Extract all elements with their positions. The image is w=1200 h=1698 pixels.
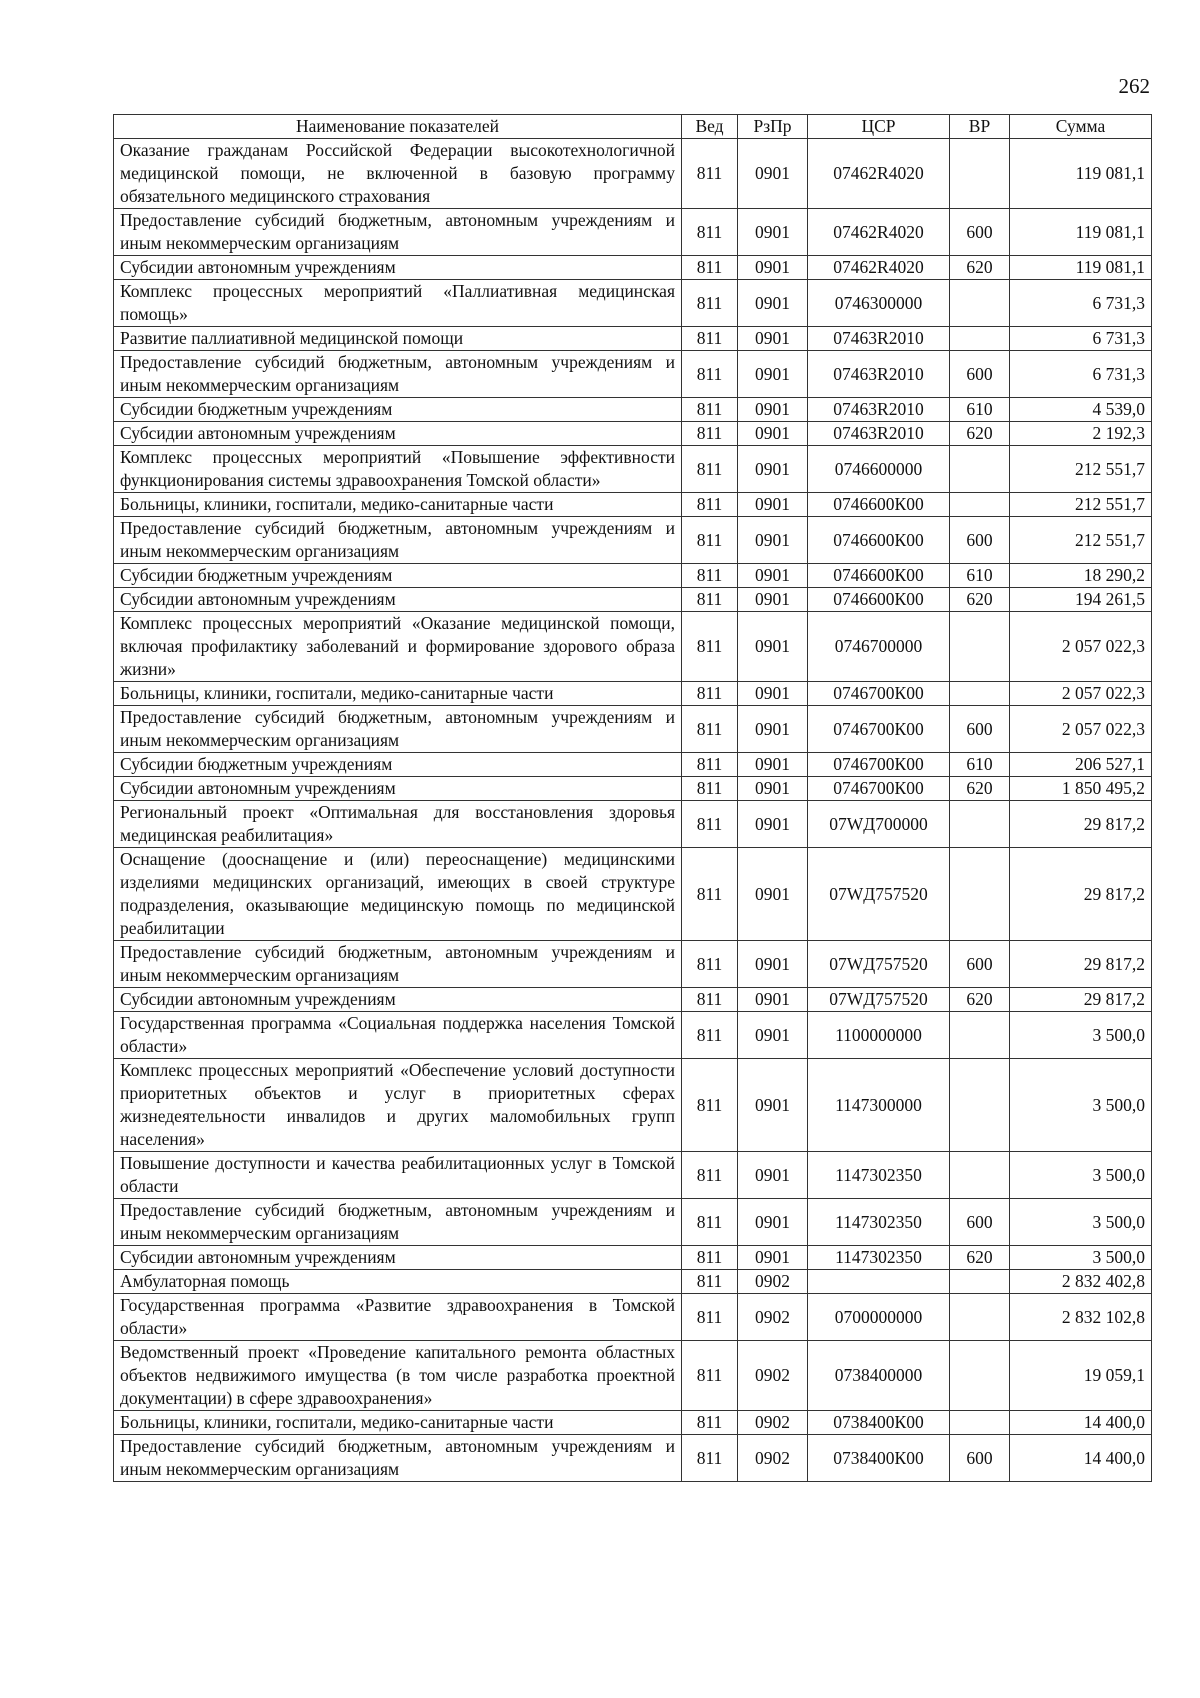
cell-vr [950, 1270, 1010, 1294]
cell-vr: 620 [950, 1246, 1010, 1270]
cell-vr: 600 [950, 941, 1010, 988]
cell-ved: 811 [682, 612, 738, 682]
cell-rzpr: 0902 [738, 1294, 808, 1341]
cell-name: Больницы, клиники, госпитали, медико-санитарные части [114, 1411, 682, 1435]
cell-ved: 811 [682, 1270, 738, 1294]
cell-csr: 0746600000 [808, 446, 950, 493]
cell-sum: 119 081,1 [1010, 209, 1152, 256]
table-row [114, 564, 1152, 588]
cell-csr: 0746700К00 [808, 706, 950, 753]
cell-csr: 0746700К00 [808, 682, 950, 706]
cell-sum: 2 832 402,8 [1010, 1270, 1152, 1294]
table-row [114, 351, 1152, 398]
table-row [114, 706, 1152, 753]
cell-vr [950, 139, 1010, 209]
table-row [114, 1012, 1152, 1059]
cell-name: Предоставление субсидий бюджетным, автономным учреждениям и иным некоммерческим организациям [114, 351, 682, 398]
cell-ved: 811 [682, 753, 738, 777]
cell-name: Субсидии автономным учреждениям [114, 1246, 682, 1270]
table-row [114, 1152, 1152, 1199]
cell-sum: 6 731,3 [1010, 280, 1152, 327]
cell-name: Субсидии автономным учреждениям [114, 777, 682, 801]
cell-name: Больницы, клиники, госпитали, медико-санитарные части [114, 682, 682, 706]
cell-vr: 610 [950, 753, 1010, 777]
cell-rzpr: 0901 [738, 941, 808, 988]
cell-vr [950, 280, 1010, 327]
cell-sum: 212 551,7 [1010, 446, 1152, 493]
cell-csr: 1147302350 [808, 1152, 950, 1199]
cell-name: Региональный проект «Оптимальная для восстановления здоровья медицинская реабилитация» [114, 801, 682, 848]
cell-ved: 811 [682, 1059, 738, 1152]
cell-ved: 811 [682, 327, 738, 351]
table-row [114, 682, 1152, 706]
table-row [114, 398, 1152, 422]
table-row [114, 280, 1152, 327]
cell-name: Больницы, клиники, госпитали, медико-санитарные части [114, 493, 682, 517]
cell-name: Предоставление субсидий бюджетным, автономным учреждениям и иным некоммерческим организациям [114, 706, 682, 753]
cell-vr [950, 446, 1010, 493]
cell-sum: 29 817,2 [1010, 848, 1152, 941]
cell-rzpr: 0901 [738, 706, 808, 753]
cell-csr: 0746600К00 [808, 564, 950, 588]
cell-sum: 2 832 102,8 [1010, 1294, 1152, 1341]
cell-vr [950, 682, 1010, 706]
cell-csr [808, 1270, 950, 1294]
cell-sum: 3 500,0 [1010, 1152, 1152, 1199]
cell-rzpr: 0901 [738, 1246, 808, 1270]
cell-ved: 811 [682, 139, 738, 209]
cell-name: Развитие паллиативной медицинской помощи [114, 327, 682, 351]
cell-rzpr: 0902 [738, 1435, 808, 1482]
cell-vr: 620 [950, 777, 1010, 801]
cell-vr [950, 493, 1010, 517]
cell-ved: 811 [682, 801, 738, 848]
cell-rzpr: 0901 [738, 753, 808, 777]
cell-ved: 811 [682, 493, 738, 517]
budget-table [113, 114, 1152, 1482]
cell-rzpr: 0901 [738, 1152, 808, 1199]
cell-rzpr: 0901 [738, 988, 808, 1012]
cell-ved: 811 [682, 777, 738, 801]
cell-csr: 0746600К00 [808, 588, 950, 612]
cell-rzpr: 0901 [738, 612, 808, 682]
cell-rzpr: 0901 [738, 801, 808, 848]
cell-vr [950, 1294, 1010, 1341]
cell-sum: 3 500,0 [1010, 1059, 1152, 1152]
table-row [114, 1341, 1152, 1411]
cell-sum: 29 817,2 [1010, 941, 1152, 988]
table-row [114, 848, 1152, 941]
cell-rzpr: 0902 [738, 1270, 808, 1294]
cell-csr: 1100000000 [808, 1012, 950, 1059]
cell-csr: 0738400000 [808, 1341, 950, 1411]
cell-csr: 0738400К00 [808, 1435, 950, 1482]
cell-rzpr: 0901 [738, 517, 808, 564]
cell-csr: 0738400К00 [808, 1411, 950, 1435]
cell-rzpr: 0901 [738, 327, 808, 351]
cell-csr: 1147300000 [808, 1059, 950, 1152]
cell-vr: 620 [950, 256, 1010, 280]
cell-rzpr: 0901 [738, 446, 808, 493]
cell-name: Субсидии бюджетным учреждениям [114, 564, 682, 588]
cell-rzpr: 0901 [738, 1199, 808, 1246]
cell-vr [950, 848, 1010, 941]
header-vr: ВР [950, 115, 1010, 139]
cell-ved: 811 [682, 446, 738, 493]
cell-csr: 07WД700000 [808, 801, 950, 848]
cell-rzpr: 0902 [738, 1341, 808, 1411]
cell-ved: 811 [682, 1294, 738, 1341]
cell-name: Предоставление субсидий бюджетным, автономным учреждениям и иным некоммерческим организациям [114, 209, 682, 256]
cell-name: Комплекс процессных мероприятий «Обеспечение условий доступности приоритетных объектов и услуг в приоритетных сферах жизнедеятельности инвалидов и других маломобильных групп населения» [114, 1059, 682, 1152]
cell-name: Ведомственный проект «Проведение капитального ремонта областных объектов недвижимого имущества (в том числе разработка проектной документации) в сфере здравоохранения» [114, 1341, 682, 1411]
cell-vr [950, 1059, 1010, 1152]
cell-vr: 620 [950, 988, 1010, 1012]
page-number: 262 [1118, 74, 1150, 98]
cell-vr: 600 [950, 517, 1010, 564]
cell-name: Комплекс процессных мероприятий «Паллиативная медицинская помощь» [114, 280, 682, 327]
table-row [114, 1270, 1152, 1294]
table-row [114, 256, 1152, 280]
cell-name: Повышение доступности и качества реабилитационных услуг в Томской области [114, 1152, 682, 1199]
cell-sum: 14 400,0 [1010, 1435, 1152, 1482]
cell-vr: 600 [950, 209, 1010, 256]
cell-vr: 600 [950, 1435, 1010, 1482]
cell-ved: 811 [682, 1341, 738, 1411]
cell-name: Предоставление субсидий бюджетным, автономным учреждениям и иным некоммерческим организациям [114, 1435, 682, 1482]
cell-name: Амбулаторная помощь [114, 1270, 682, 1294]
cell-sum: 119 081,1 [1010, 256, 1152, 280]
cell-vr: 610 [950, 398, 1010, 422]
cell-csr: 0746300000 [808, 280, 950, 327]
cell-sum: 2 057 022,3 [1010, 682, 1152, 706]
header-name: Наименование показателей [114, 115, 682, 139]
cell-vr [950, 801, 1010, 848]
cell-sum: 212 551,7 [1010, 493, 1152, 517]
table-row [114, 1435, 1152, 1482]
cell-csr: 07463R2010 [808, 422, 950, 446]
cell-name: Оказание гражданам Российской Федерации высокотехнологичной медицинской помощи, не включенной в базовую программу обязательного медицинского страхования [114, 139, 682, 209]
cell-csr: 07462R4020 [808, 139, 950, 209]
cell-sum: 29 817,2 [1010, 988, 1152, 1012]
cell-ved: 811 [682, 588, 738, 612]
cell-name: Предоставление субсидий бюджетным, автономным учреждениям и иным некоммерческим организациям [114, 517, 682, 564]
table-row [114, 1199, 1152, 1246]
cell-name: Государственная программа «Социальная поддержка населения Томской области» [114, 1012, 682, 1059]
cell-rzpr: 0901 [738, 280, 808, 327]
cell-csr: 07WД757520 [808, 941, 950, 988]
cell-ved: 811 [682, 564, 738, 588]
table-row [114, 327, 1152, 351]
header-row [114, 115, 1152, 139]
cell-ved: 811 [682, 351, 738, 398]
cell-vr [950, 612, 1010, 682]
cell-rzpr: 0901 [738, 588, 808, 612]
cell-sum: 2 057 022,3 [1010, 706, 1152, 753]
cell-ved: 811 [682, 422, 738, 446]
cell-name: Субсидии бюджетным учреждениям [114, 398, 682, 422]
cell-vr [950, 1012, 1010, 1059]
cell-ved: 811 [682, 517, 738, 564]
cell-ved: 811 [682, 1012, 738, 1059]
cell-csr: 07463R2010 [808, 351, 950, 398]
cell-vr: 610 [950, 564, 1010, 588]
header-csr: ЦСР [808, 115, 950, 139]
cell-sum: 206 527,1 [1010, 753, 1152, 777]
cell-sum: 18 290,2 [1010, 564, 1152, 588]
cell-ved: 811 [682, 706, 738, 753]
table-row [114, 1059, 1152, 1152]
cell-ved: 811 [682, 1411, 738, 1435]
cell-csr: 0700000000 [808, 1294, 950, 1341]
cell-sum: 194 261,5 [1010, 588, 1152, 612]
cell-ved: 811 [682, 1152, 738, 1199]
table-header [114, 115, 1152, 139]
cell-vr: 620 [950, 422, 1010, 446]
cell-rzpr: 0901 [738, 682, 808, 706]
cell-name: Субсидии автономным учреждениям [114, 256, 682, 280]
cell-rzpr: 0901 [738, 351, 808, 398]
table-row [114, 988, 1152, 1012]
cell-sum: 4 539,0 [1010, 398, 1152, 422]
cell-csr: 07462R4020 [808, 209, 950, 256]
cell-name: Комплекс процессных мероприятий «Оказание медицинской помощи, включая профилактику заболеваний и формирование здорового образа жизни» [114, 612, 682, 682]
cell-csr: 0746700К00 [808, 777, 950, 801]
cell-vr [950, 1341, 1010, 1411]
cell-name: Оснащение (дооснащение и (или) переоснащение) медицинскими изделиями медицинских организаций, имеющих в своей структуре подразделения, оказывающие медицинскую помощь по медицинской реабилитации [114, 848, 682, 941]
cell-ved: 811 [682, 941, 738, 988]
cell-rzpr: 0901 [738, 564, 808, 588]
cell-vr: 600 [950, 351, 1010, 398]
cell-rzpr: 0901 [738, 422, 808, 446]
cell-csr: 07462R4020 [808, 256, 950, 280]
cell-sum: 19 059,1 [1010, 1341, 1152, 1411]
cell-name: Предоставление субсидий бюджетным, автономным учреждениям и иным некоммерческим организациям [114, 941, 682, 988]
cell-sum: 6 731,3 [1010, 351, 1152, 398]
cell-sum: 2 192,3 [1010, 422, 1152, 446]
cell-rzpr: 0901 [738, 1012, 808, 1059]
cell-sum: 212 551,7 [1010, 517, 1152, 564]
table-row [114, 612, 1152, 682]
cell-csr: 0746700К00 [808, 753, 950, 777]
cell-sum: 3 500,0 [1010, 1246, 1152, 1270]
cell-sum: 119 081,1 [1010, 139, 1152, 209]
cell-sum: 3 500,0 [1010, 1012, 1152, 1059]
cell-sum: 2 057 022,3 [1010, 612, 1152, 682]
cell-ved: 811 [682, 682, 738, 706]
table-row [114, 1411, 1152, 1435]
cell-name: Комплекс процессных мероприятий «Повышение эффективности функционирования системы здравоохранения Томской области» [114, 446, 682, 493]
table-row [114, 801, 1152, 848]
cell-csr: 07463R2010 [808, 398, 950, 422]
cell-vr: 620 [950, 588, 1010, 612]
cell-ved: 811 [682, 398, 738, 422]
cell-csr: 1147302350 [808, 1199, 950, 1246]
cell-rzpr: 0902 [738, 1411, 808, 1435]
cell-csr: 07463R2010 [808, 327, 950, 351]
table-row [114, 1246, 1152, 1270]
cell-rzpr: 0901 [738, 256, 808, 280]
cell-name: Государственная программа «Развитие здравоохранения в Томской области» [114, 1294, 682, 1341]
cell-vr: 600 [950, 1199, 1010, 1246]
cell-csr: 1147302350 [808, 1246, 950, 1270]
header-rzpr: РзПр [738, 115, 808, 139]
cell-rzpr: 0901 [738, 139, 808, 209]
cell-name: Субсидии автономным учреждениям [114, 588, 682, 612]
cell-csr: 0746700000 [808, 612, 950, 682]
cell-csr: 07WД757520 [808, 988, 950, 1012]
table-row [114, 422, 1152, 446]
cell-vr [950, 1152, 1010, 1199]
cell-vr [950, 1411, 1010, 1435]
table-row [114, 209, 1152, 256]
cell-name: Предоставление субсидий бюджетным, автономным учреждениям и иным некоммерческим организациям [114, 1199, 682, 1246]
cell-ved: 811 [682, 848, 738, 941]
cell-sum: 6 731,3 [1010, 327, 1152, 351]
cell-rzpr: 0901 [738, 1059, 808, 1152]
cell-name: Субсидии автономным учреждениям [114, 422, 682, 446]
cell-vr [950, 327, 1010, 351]
table-row [114, 588, 1152, 612]
cell-sum: 1 850 495,2 [1010, 777, 1152, 801]
table-row [114, 517, 1152, 564]
cell-csr: 0746600К00 [808, 493, 950, 517]
header-sum: Сумма [1010, 115, 1152, 139]
table-row [114, 1294, 1152, 1341]
table-row [114, 139, 1152, 209]
cell-ved: 811 [682, 280, 738, 327]
cell-rzpr: 0901 [738, 209, 808, 256]
cell-rzpr: 0901 [738, 777, 808, 801]
cell-ved: 811 [682, 209, 738, 256]
cell-rzpr: 0901 [738, 848, 808, 941]
cell-ved: 811 [682, 256, 738, 280]
cell-name: Субсидии автономным учреждениям [114, 988, 682, 1012]
cell-sum: 29 817,2 [1010, 801, 1152, 848]
table-row [114, 941, 1152, 988]
cell-rzpr: 0901 [738, 493, 808, 517]
cell-ved: 811 [682, 1246, 738, 1270]
cell-ved: 811 [682, 1435, 738, 1482]
cell-sum: 14 400,0 [1010, 1411, 1152, 1435]
table-row [114, 753, 1152, 777]
table-row [114, 777, 1152, 801]
table-row [114, 446, 1152, 493]
cell-ved: 811 [682, 988, 738, 1012]
cell-name: Субсидии бюджетным учреждениям [114, 753, 682, 777]
cell-sum: 3 500,0 [1010, 1199, 1152, 1246]
cell-csr: 07WД757520 [808, 848, 950, 941]
cell-rzpr: 0901 [738, 398, 808, 422]
cell-vr: 600 [950, 706, 1010, 753]
table-body [114, 139, 1152, 1482]
cell-csr: 0746600К00 [808, 517, 950, 564]
cell-ved: 811 [682, 1199, 738, 1246]
header-ved: Вед [682, 115, 738, 139]
table-row [114, 493, 1152, 517]
